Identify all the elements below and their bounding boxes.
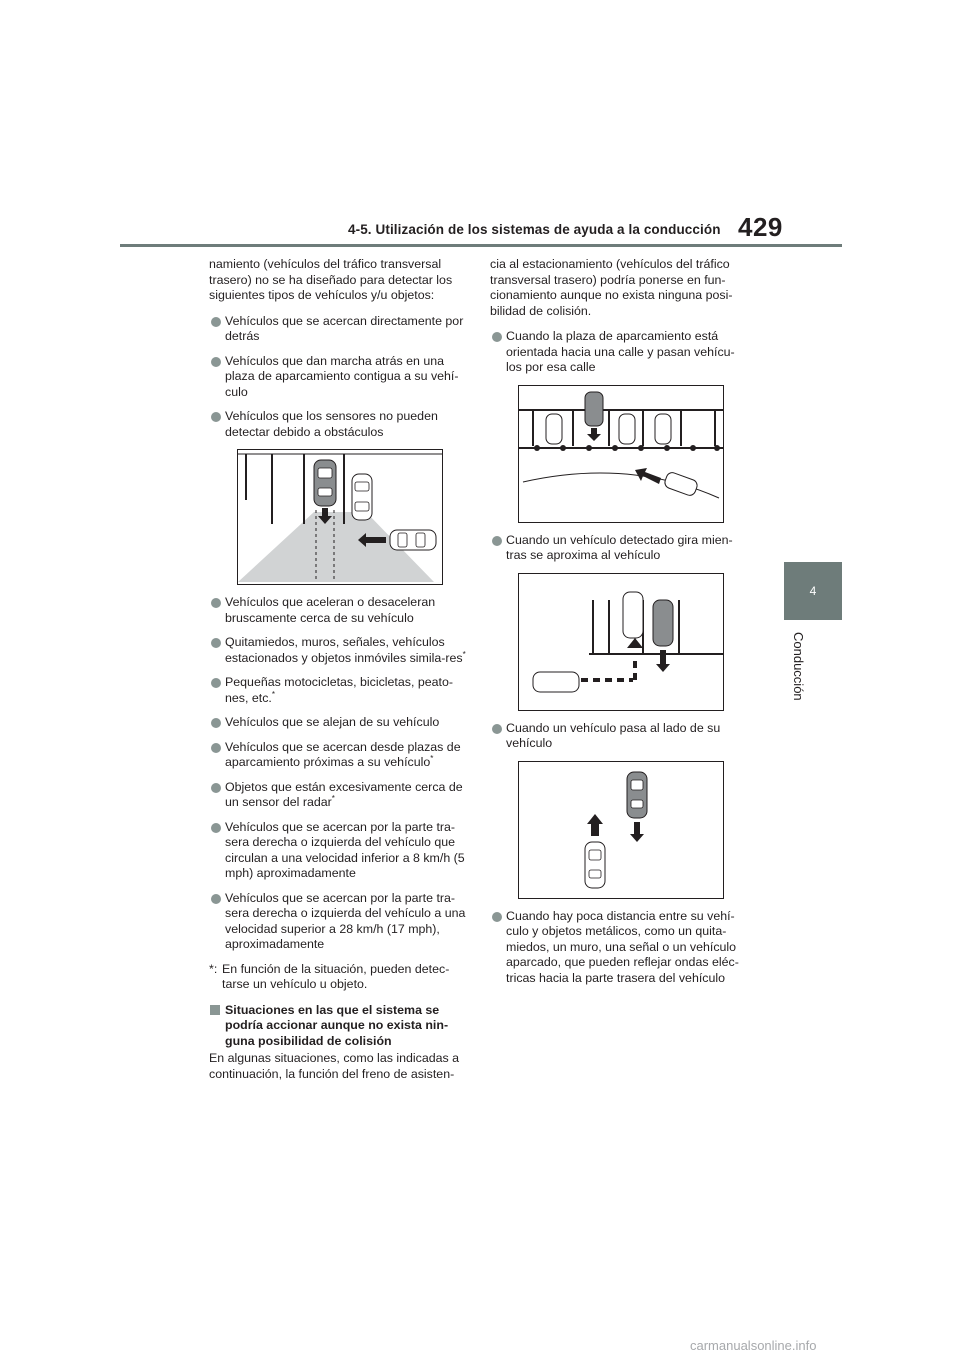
illustration-turning-vehicle [518,573,724,711]
chapter-tab[interactable] [784,562,842,620]
bullet-icon [211,743,221,753]
list-item: Cuando hay poca distancia entre su vehí-culo y objetos metálicos, como un quita-miedos, un muro, una señal o un vehículo aparcado, que pueden reflejar ondas eléc-tricas hacia la parte trasera del vehículo [490,909,750,987]
bullet-icon [211,678,221,688]
bullet-icon [211,638,221,648]
bullet-icon [211,412,221,422]
bullet-icon [211,718,221,728]
bullet-icon [492,724,502,734]
intro-paragraph: namiento (vehículos del tráfico transversal trasero) no se ha diseñado para detectar los siguientes tipos de vehículos y/u objetos: [209,257,453,302]
list-item: Vehículos que dan marcha atrás en una plaza de aparcamiento contigua a su vehí-culo [209,354,469,401]
list-item: Vehículos que se acercan directamente por detrás [209,314,469,345]
list-item: Cuando un vehículo pasa al lado de su vehículo [490,721,750,752]
continuation-paragraph: cia al estacionamiento (vehículos del tráfico transversal trasero) podría ponerse en fun-cionamiento aunque no exista ninguna posi-bilidad de colisión. [490,257,733,318]
list-item: Vehículos que se alejan de su vehículo [209,715,469,731]
footnote-mark: *: [209,961,218,976]
watermark: carmanualsonline.info [690,1338,817,1353]
bullet-icon [492,332,502,342]
list-item: Vehículos que se acercan por la parte tra-sera derecha o izquierda del vehículo a una velocidad superior a 28 km/h (17 mph), aproximadamente [209,891,469,953]
illustration-passing-vehicle [518,761,724,899]
chapter-label: Conducción [791,632,806,701]
footnote [209,962,469,993]
header-divider [120,244,842,247]
list-item: Pequeñas motocicletas, bicicletas, peato-nes, etc.* [209,675,469,706]
list-item: Vehículos que aceleran o desaceleran bruscamente cerca de su vehículo [209,595,469,626]
bullet-icon [211,357,221,367]
square-bullet-icon [210,1005,220,1015]
subheading: Situaciones en las que el sistema se podría accionar aunque no exista nin-guna posibilidad de colisión [209,1003,469,1050]
list-item: Objetos que están excesivamente cerca de un sensor del radar* [209,780,469,811]
list-item: Vehículos que los sensores no pueden detectar debido a obstáculos [209,409,469,440]
bullet-icon [492,536,502,546]
bullet-icon [211,894,221,904]
chapter-number: 4 [809,584,817,598]
list-item: Cuando un vehículo detectado gira mien-tras se aproxima al vehículo [490,533,750,564]
list-item: Vehículos que se acercan por la parte tra-sera derecha o izquierda del vehículo que circulan a una velocidad inferior a 8 km/h (5 mph) aproximadamente [209,820,469,882]
bullet-icon [211,598,221,608]
illustration-street-traffic [518,385,724,523]
bullet-icon [211,783,221,793]
illustration-obstacle-detection [237,449,443,585]
right-column [490,257,750,995]
list-item: Vehículos que se acercan desde plazas de aparcamiento próximas a su vehículo* [209,740,469,771]
section-title: 4-5. Utilización de los sistemas de ayuda a la conducción [348,222,721,237]
bullet-icon [211,317,221,327]
closing-paragraph: En algunas situaciones, como las indicadas a continuación, la función del freno de asisten- [209,1051,460,1081]
footnote-text: En función de la situación, pueden detec-tarse un vehículo u objeto. [222,961,450,991]
bullet-icon [492,912,502,922]
left-column [209,257,469,1092]
page-number: 429 [738,212,783,242]
list-item: Quitamiedos, muros, señales, vehículos estacionados y objetos inmóviles simila-res* [209,635,469,666]
list-item: Cuando la plaza de aparcamiento está orientada hacia una calle y pasan vehícu-los por esa calle [490,329,750,376]
bullet-icon [211,823,221,833]
